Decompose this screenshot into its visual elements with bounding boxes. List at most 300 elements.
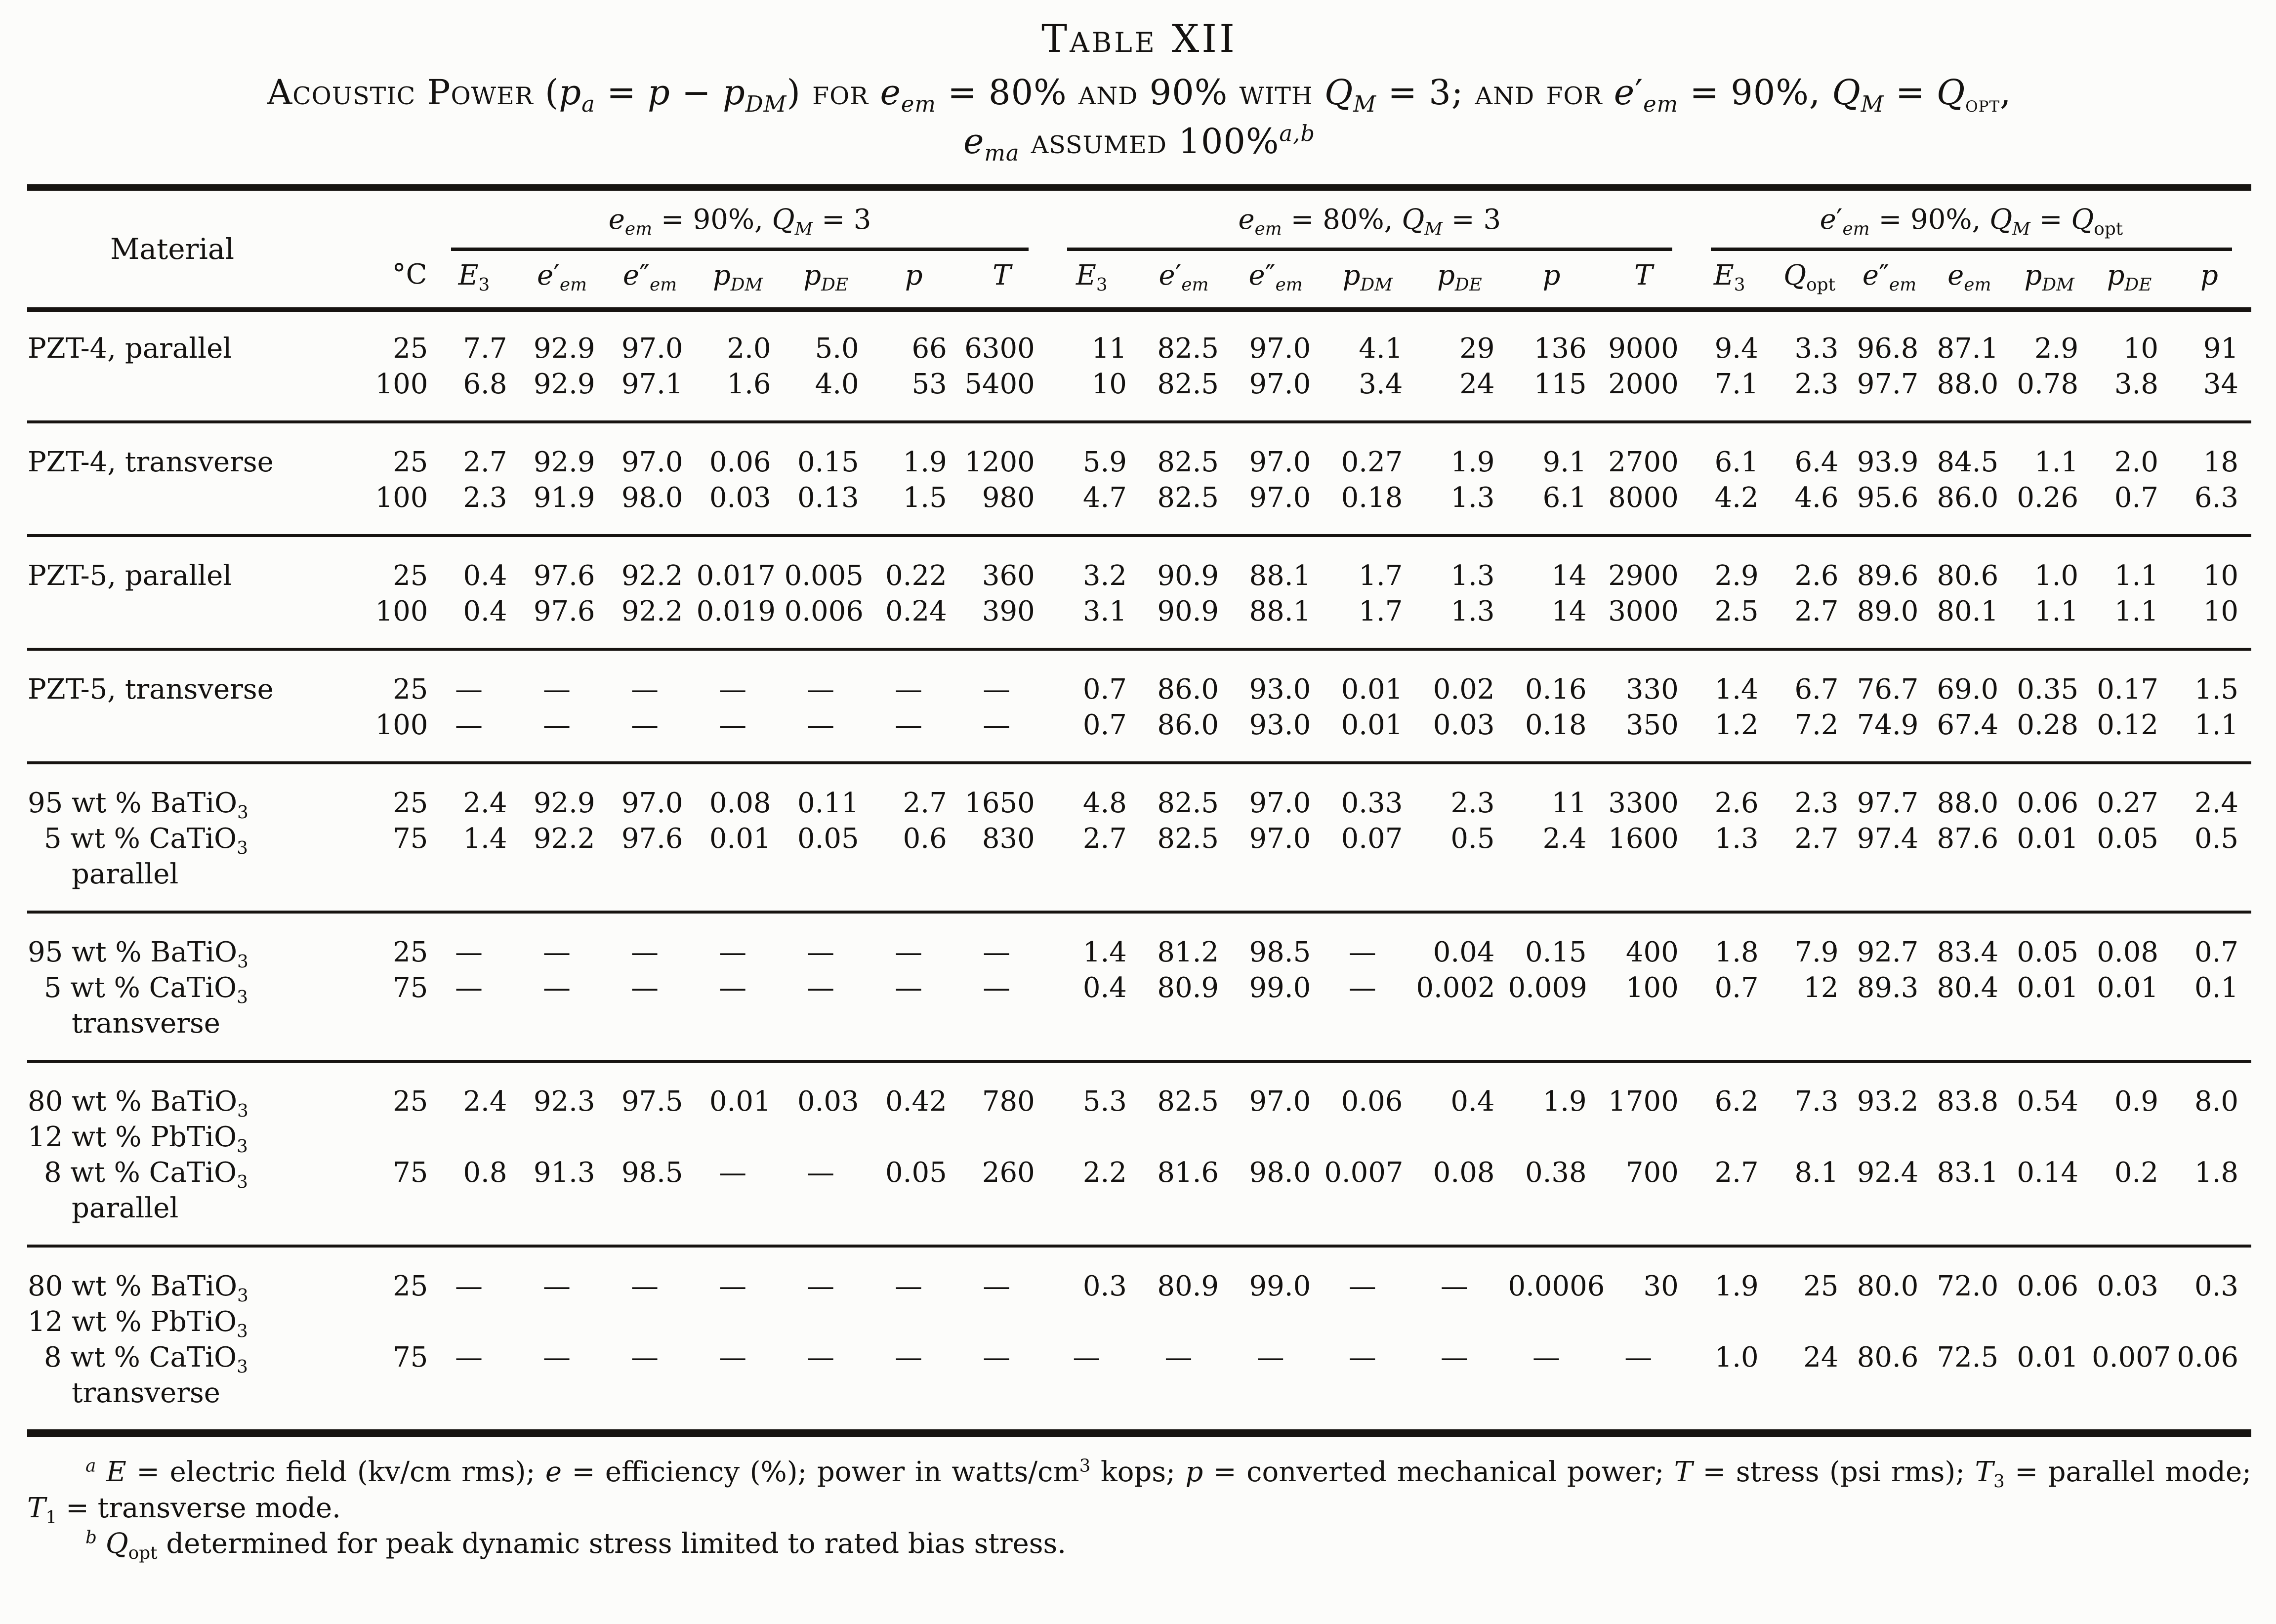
- empty-cell: [1692, 1006, 1772, 1061]
- value-cell: 5400: [964, 368, 1035, 400]
- value-cell: 1.4: [1692, 649, 1772, 708]
- value-cell: 91.9: [533, 481, 595, 514]
- temp-cell: 75: [393, 1341, 428, 1374]
- value-cell: 1.0: [2011, 536, 2091, 594]
- value-cell: 9000: [1608, 332, 1679, 365]
- value-cell: 80.0: [1852, 1246, 1932, 1304]
- value-cell: 830: [982, 822, 1035, 855]
- table-row: [27, 1006, 2251, 1061]
- value-cell: 2.5: [1714, 595, 1759, 627]
- value-cell: 0.11: [784, 763, 872, 821]
- value-cell: 1.2: [1714, 708, 1759, 741]
- value-cell: 1600: [1608, 822, 1679, 855]
- value-cell: 80.6: [1931, 536, 2011, 594]
- group-label: $e_{em} = 90\%$, $Q_M = 3$: [451, 204, 1028, 251]
- value-cell: 1.1: [2194, 708, 2238, 741]
- value-cell: 2.0: [2091, 422, 2171, 480]
- value-cell: 92.9: [533, 368, 595, 400]
- temp-column-header: °C: [357, 187, 432, 309]
- value-cell: 9.4: [1714, 332, 1759, 365]
- column-header: $e''_{em}$: [1852, 251, 1932, 310]
- value-cell: 2.9: [1692, 536, 1772, 594]
- value-cell: 136: [1533, 332, 1587, 365]
- value-cell: 0.01: [2097, 971, 2158, 1004]
- material-cell: transverse: [72, 1007, 220, 1040]
- value-cell: 10: [2171, 536, 2251, 594]
- material-cell: 12 wt % PbTiO$_3$: [28, 1121, 248, 1157]
- value-cell: —: [784, 912, 872, 970]
- value-cell: 1.3: [1450, 595, 1495, 627]
- empty-cell: [696, 1375, 784, 1433]
- value-cell: 66: [911, 332, 947, 365]
- value-cell: —: [719, 1156, 747, 1189]
- material-cell: 80 wt % BaTiO$_3$: [27, 1061, 357, 1120]
- value-cell: 99.0: [1232, 1246, 1324, 1304]
- empty-cell: [520, 1006, 608, 1061]
- value-cell: 10: [2203, 595, 2238, 627]
- empty-cell: [960, 1120, 1048, 1155]
- value-cell: 97.1: [621, 368, 683, 400]
- value-cell: 2.3: [1415, 763, 1507, 821]
- column-header: $e'_{em}$: [520, 251, 608, 310]
- value-cell: 0.02: [1415, 649, 1507, 708]
- column-header: $E_3$: [1048, 251, 1140, 310]
- value-cell: 1.4: [1048, 912, 1140, 970]
- value-cell: 350: [1625, 708, 1679, 741]
- table-row: [27, 422, 2251, 480]
- empty-cell: [608, 857, 696, 912]
- material-cell: [27, 480, 357, 536]
- value-cell: 3.2: [1048, 536, 1140, 594]
- value-cell: 0.06: [2011, 1246, 2091, 1304]
- empty-cell: [1772, 1120, 1852, 1155]
- empty-cell: [696, 1006, 784, 1061]
- empty-cell: [520, 1375, 608, 1433]
- value-cell: 0.42: [872, 1061, 960, 1120]
- value-cell: —: [696, 649, 784, 708]
- material-cell: PZT-4, transverse: [27, 422, 357, 480]
- empty-cell: [608, 1191, 696, 1246]
- value-cell: 8.0: [2171, 1061, 2251, 1120]
- value-cell: 97.7: [1852, 763, 1932, 821]
- material-cell: transverse: [27, 1375, 357, 1433]
- value-cell: 82.5: [1140, 422, 1232, 480]
- empty-cell: [1140, 1006, 1232, 1061]
- value-cell: 0.3: [1048, 1246, 1140, 1304]
- value-cell: 82.5: [1157, 822, 1219, 855]
- value-cell: 1.5: [2171, 649, 2251, 708]
- empty-cell: [2091, 1191, 2171, 1246]
- table-row: [27, 821, 2251, 857]
- value-cell: 6.3: [2194, 481, 2238, 514]
- empty-cell: [1415, 1120, 1507, 1155]
- temp-cell: 100: [375, 708, 428, 741]
- value-cell: 0.002: [1416, 971, 1495, 1004]
- value-cell: 2.6: [1692, 763, 1772, 821]
- empty-cell: [1600, 1191, 1692, 1246]
- value-cell: 6.1: [1542, 481, 1587, 514]
- value-cell: 97.0: [1249, 822, 1311, 855]
- value-cell: 92.2: [533, 822, 595, 855]
- empty-cell: [1415, 857, 1507, 912]
- empty-cell: [1140, 1120, 1232, 1155]
- empty-cell: [1772, 857, 1852, 912]
- empty-cell: [2011, 1191, 2091, 1246]
- value-cell: 0.005: [784, 536, 872, 594]
- value-cell: 89.6: [1852, 536, 1932, 594]
- temp-cell: [357, 1304, 432, 1340]
- empty-cell: [784, 1304, 872, 1340]
- value-cell: 76.7: [1852, 649, 1932, 708]
- value-cell: 2.7: [872, 763, 960, 821]
- temp-cell: [357, 1120, 432, 1155]
- value-cell: 97.5: [608, 1061, 696, 1120]
- value-cell: 89.3: [1857, 971, 1919, 1004]
- value-cell: 34: [2203, 368, 2238, 400]
- table-title: Table XII: [1041, 17, 1237, 61]
- value-cell: —: [1532, 1341, 1561, 1374]
- value-cell: 0.5: [1450, 822, 1495, 855]
- value-cell: 1.7: [1324, 536, 1415, 594]
- table-row: [27, 309, 2251, 367]
- value-cell: 2.0: [727, 332, 771, 365]
- value-cell: 0.08: [2091, 912, 2171, 970]
- value-cell: 80.6: [1857, 1341, 1919, 1374]
- value-cell: 0.01: [2017, 822, 2079, 855]
- value-cell: 1.9: [1415, 422, 1507, 480]
- value-cell: 9.1: [1507, 422, 1599, 480]
- empty-cell: [1415, 1304, 1507, 1340]
- value-cell: 980: [982, 481, 1035, 514]
- footnote-a: $^a$ E = electric field (kv/cm rms); e = efficiency (%); power in watts/$cm^3$ kops; p = converted mechanical power; T = stress (psi rms); $T_3$ = parallel mode; $T_1$ = transverse mode.: [27, 1456, 2251, 1528]
- material-cell: PZT-5, parallel: [27, 536, 357, 594]
- value-cell: —: [520, 1246, 608, 1304]
- value-cell: —: [895, 1341, 923, 1374]
- value-cell: 260: [982, 1156, 1035, 1189]
- empty-cell: [960, 1191, 1048, 1246]
- empty-cell: [432, 1120, 520, 1155]
- empty-cell: [1048, 1120, 1140, 1155]
- value-cell: 93.2: [1852, 1061, 1932, 1120]
- value-cell: 0.05: [2011, 912, 2091, 970]
- empty-cell: [1692, 1120, 1772, 1155]
- material-column-header: Material: [27, 187, 357, 309]
- empty-cell: [1931, 857, 2011, 912]
- empty-cell: [1852, 1006, 1932, 1061]
- value-cell: 2.9: [2034, 332, 2079, 365]
- empty-cell: [520, 1191, 608, 1246]
- value-cell: 12: [1803, 971, 1839, 1004]
- empty-cell: [1931, 1304, 2011, 1340]
- value-cell: 0.38: [1525, 1156, 1587, 1189]
- empty-cell: [432, 1006, 520, 1061]
- value-cell: —: [696, 912, 784, 970]
- value-cell: —: [1073, 1341, 1101, 1374]
- empty-cell: [1507, 1191, 1599, 1246]
- value-cell: 0.08: [1433, 1156, 1495, 1189]
- value-cell: 700: [1625, 1156, 1679, 1189]
- value-cell: 4.0: [815, 368, 859, 400]
- value-cell: 0.12: [2097, 708, 2158, 741]
- empty-cell: [1415, 1375, 1507, 1433]
- value-cell: 3000: [1608, 595, 1679, 627]
- value-cell: 24: [1803, 1341, 1839, 1374]
- value-cell: 86.0: [1937, 481, 1999, 514]
- temp-cell: 25: [357, 763, 432, 821]
- empty-cell: [1140, 1304, 1232, 1340]
- value-cell: 91.3: [533, 1156, 595, 1189]
- empty-cell: [696, 1304, 784, 1340]
- temp-cell: 25: [357, 912, 432, 970]
- value-cell: 0.7: [1048, 649, 1140, 708]
- group-label: $e'_{em} = 90\%$, $Q_M = Q_{opt}$: [1711, 204, 2232, 251]
- empty-cell: [1692, 857, 1772, 912]
- value-cell: 97.6: [533, 595, 595, 627]
- column-header: $p_{DM}$: [1324, 251, 1415, 310]
- column-header: p: [1507, 251, 1599, 310]
- value-cell: 0.006: [784, 595, 864, 627]
- empty-cell: [1415, 1006, 1507, 1061]
- temp-cell: 100: [375, 368, 428, 400]
- value-cell: 92.2: [608, 536, 696, 594]
- header-row-groups: [27, 187, 2251, 251]
- empty-cell: [960, 1304, 1048, 1340]
- value-cell: —: [895, 708, 923, 741]
- value-cell: —: [983, 1341, 1011, 1374]
- value-cell: 81.6: [1157, 1156, 1219, 1189]
- value-cell: 1.5: [903, 481, 947, 514]
- empty-cell: [1415, 1191, 1507, 1246]
- value-cell: 93.0: [1232, 649, 1324, 708]
- empty-cell: [960, 1006, 1048, 1061]
- value-cell: —: [807, 708, 835, 741]
- value-cell: 93.9: [1852, 422, 1932, 480]
- empty-cell: [784, 857, 872, 912]
- value-cell: 1.0: [1714, 1341, 1759, 1374]
- temp-cell: 75: [393, 971, 428, 1004]
- empty-cell: [2171, 1191, 2251, 1246]
- value-cell: 6.2: [1692, 1061, 1772, 1120]
- value-cell: 2700: [1600, 422, 1692, 480]
- value-cell: 14: [1551, 595, 1587, 627]
- value-cell: 11: [1507, 763, 1599, 821]
- value-cell: —: [807, 1156, 835, 1189]
- value-cell: 6.8: [463, 368, 507, 400]
- value-cell: 14: [1507, 536, 1599, 594]
- value-cell: —: [872, 1246, 960, 1304]
- empty-cell: [2091, 1304, 2171, 1340]
- value-cell: 97.0: [621, 332, 683, 365]
- value-cell: 0.35: [2011, 649, 2091, 708]
- empty-cell: [1852, 1304, 1932, 1340]
- value-cell: —: [520, 912, 608, 970]
- column-header: $p_{DE}$: [2091, 251, 2171, 310]
- value-cell: 0.5: [2194, 822, 2238, 855]
- value-cell: 97.0: [608, 763, 696, 821]
- value-cell: 0.16: [1507, 649, 1599, 708]
- value-cell: 2.4: [432, 763, 520, 821]
- material-cell: 5 wt % CaTiO$_3$: [44, 822, 248, 858]
- empty-cell: [1772, 1191, 1852, 1246]
- value-cell: —: [542, 1341, 571, 1374]
- value-cell: 1.9: [1507, 1061, 1599, 1120]
- value-cell: —: [960, 1246, 1048, 1304]
- value-cell: 2000: [1608, 368, 1679, 400]
- value-cell: —: [432, 1246, 520, 1304]
- material-cell: PZT-5, transverse: [27, 649, 357, 708]
- value-cell: 0.28: [2017, 708, 2079, 741]
- empty-cell: [2091, 1375, 2171, 1433]
- column-header: $e''_{em}$: [1232, 251, 1324, 310]
- column-header: $e_{em}$: [1931, 251, 2011, 310]
- table-row: [27, 367, 2251, 422]
- empty-cell: [1324, 1304, 1415, 1340]
- value-cell: —: [960, 649, 1048, 708]
- value-cell: 0.7: [2171, 912, 2251, 970]
- empty-cell: [1692, 1375, 1772, 1433]
- value-cell: 0.05: [797, 822, 859, 855]
- value-cell: 4.7: [1082, 481, 1127, 514]
- value-cell: —: [1324, 912, 1415, 970]
- value-cell: 0.7: [2114, 481, 2158, 514]
- value-cell: 0.33: [1324, 763, 1415, 821]
- value-cell: 0.18: [1525, 708, 1587, 741]
- empty-cell: [784, 1191, 872, 1246]
- value-cell: 0.18: [1341, 481, 1403, 514]
- table-row: [27, 857, 2251, 912]
- value-cell: 4.8: [1048, 763, 1140, 821]
- empty-cell: [872, 1191, 960, 1246]
- empty-cell: [1232, 1006, 1324, 1061]
- column-header: T: [1600, 251, 1692, 310]
- value-cell: —: [719, 971, 747, 1004]
- material-cell: 95 wt % BaTiO$_3$: [27, 763, 357, 821]
- temp-cell: [357, 1191, 432, 1246]
- empty-cell: [608, 1006, 696, 1061]
- value-cell: 1650: [960, 763, 1048, 821]
- table-row: [27, 1120, 2251, 1155]
- material-cell: [27, 367, 357, 422]
- value-cell: 0.01: [2017, 1341, 2079, 1374]
- value-cell: 0.13: [797, 481, 859, 514]
- value-cell: 69.0: [1931, 649, 2011, 708]
- empty-cell: [1140, 1191, 1232, 1246]
- value-cell: 2.7: [1794, 595, 1839, 627]
- material-cell: PZT-4, parallel: [28, 332, 232, 365]
- value-cell: 1.3: [1415, 536, 1507, 594]
- value-cell: —: [1348, 971, 1376, 1004]
- value-cell: —: [960, 912, 1048, 970]
- column-header: $e''_{em}$: [608, 251, 696, 310]
- value-cell: 0.4: [432, 536, 520, 594]
- empty-cell: [784, 1375, 872, 1433]
- value-cell: 53: [911, 368, 947, 400]
- value-cell: 81.2: [1140, 912, 1232, 970]
- empty-cell: [1232, 1191, 1324, 1246]
- value-cell: 92.4: [1857, 1156, 1919, 1189]
- value-cell: 2.3: [1794, 368, 1839, 400]
- empty-cell: [872, 1006, 960, 1061]
- value-cell: 7.7: [463, 332, 507, 365]
- value-cell: 88.1: [1249, 595, 1311, 627]
- material-cell: 5 wt % CaTiO$_3$: [44, 971, 248, 1007]
- table-body: [27, 309, 2251, 1433]
- value-cell: 72.0: [1931, 1246, 2011, 1304]
- value-cell: 5.3: [1048, 1061, 1140, 1120]
- empty-cell: [1048, 857, 1140, 912]
- value-cell: —: [1324, 1246, 1415, 1304]
- value-cell: —: [455, 971, 483, 1004]
- value-cell: 5.0: [815, 332, 859, 365]
- table-row: [27, 1155, 2251, 1191]
- empty-cell: [2011, 1006, 2091, 1061]
- value-cell: 0.0006: [1507, 1246, 1599, 1304]
- value-cell: 0.7: [1714, 971, 1759, 1004]
- value-cell: 0.8: [463, 1156, 507, 1189]
- empty-cell: [1852, 857, 1932, 912]
- value-cell: 0.78: [2017, 368, 2079, 400]
- value-cell: 0.15: [1507, 912, 1599, 970]
- temp-cell: [357, 1006, 432, 1061]
- value-cell: —: [520, 649, 608, 708]
- empty-cell: [1772, 1006, 1852, 1061]
- empty-cell: [1852, 1191, 1932, 1246]
- value-cell: 2.6: [1772, 536, 1852, 594]
- value-cell: 0.4: [463, 595, 507, 627]
- value-cell: —: [1348, 1341, 1376, 1374]
- empty-cell: [696, 1120, 784, 1155]
- value-cell: —: [455, 1341, 483, 1374]
- value-cell: 0.1: [2194, 971, 2238, 1004]
- column-header: T: [960, 251, 1048, 310]
- value-cell: 0.01: [1341, 708, 1403, 741]
- table-row: [27, 1375, 2251, 1433]
- value-cell: 29: [1459, 332, 1495, 365]
- value-cell: 97.0: [1249, 481, 1311, 514]
- material-cell: parallel: [72, 1192, 179, 1224]
- value-cell: 97.0: [1232, 763, 1324, 821]
- table-caption: [27, 17, 2251, 167]
- value-cell: 92.2: [621, 595, 683, 627]
- group-label: $e_{em} = 80\%$, $Q_M = 3$: [1067, 204, 1672, 251]
- value-cell: 0.01: [2017, 971, 2079, 1004]
- group-header-2: [1692, 187, 2251, 251]
- empty-cell: [2011, 857, 2091, 912]
- empty-cell: [1931, 1191, 2011, 1246]
- value-cell: 2.7: [1714, 1156, 1759, 1189]
- temp-cell: 100: [375, 481, 428, 514]
- acoustic-power-table: [27, 184, 2251, 1437]
- value-cell: 80.9: [1140, 1246, 1232, 1304]
- value-cell: 97.0: [1249, 368, 1311, 400]
- value-cell: 4.1: [1359, 332, 1403, 365]
- material-cell: 95 wt % BaTiO$_3$: [27, 912, 357, 970]
- value-cell: 1200: [960, 422, 1048, 480]
- value-cell: 90.9: [1157, 595, 1219, 627]
- value-cell: 18: [2171, 422, 2251, 480]
- value-cell: 0.017: [696, 536, 784, 594]
- value-cell: 0.27: [2091, 763, 2171, 821]
- temp-cell: 25: [357, 422, 432, 480]
- value-cell: 82.5: [1140, 1061, 1232, 1120]
- value-cell: —: [784, 649, 872, 708]
- temp-cell: 25: [357, 1246, 432, 1304]
- empty-cell: [2011, 1375, 2091, 1433]
- column-header: $e'_{em}$: [1140, 251, 1232, 310]
- value-cell: 2.4: [1542, 822, 1587, 855]
- empty-cell: [608, 1304, 696, 1340]
- empty-cell: [1772, 1304, 1852, 1340]
